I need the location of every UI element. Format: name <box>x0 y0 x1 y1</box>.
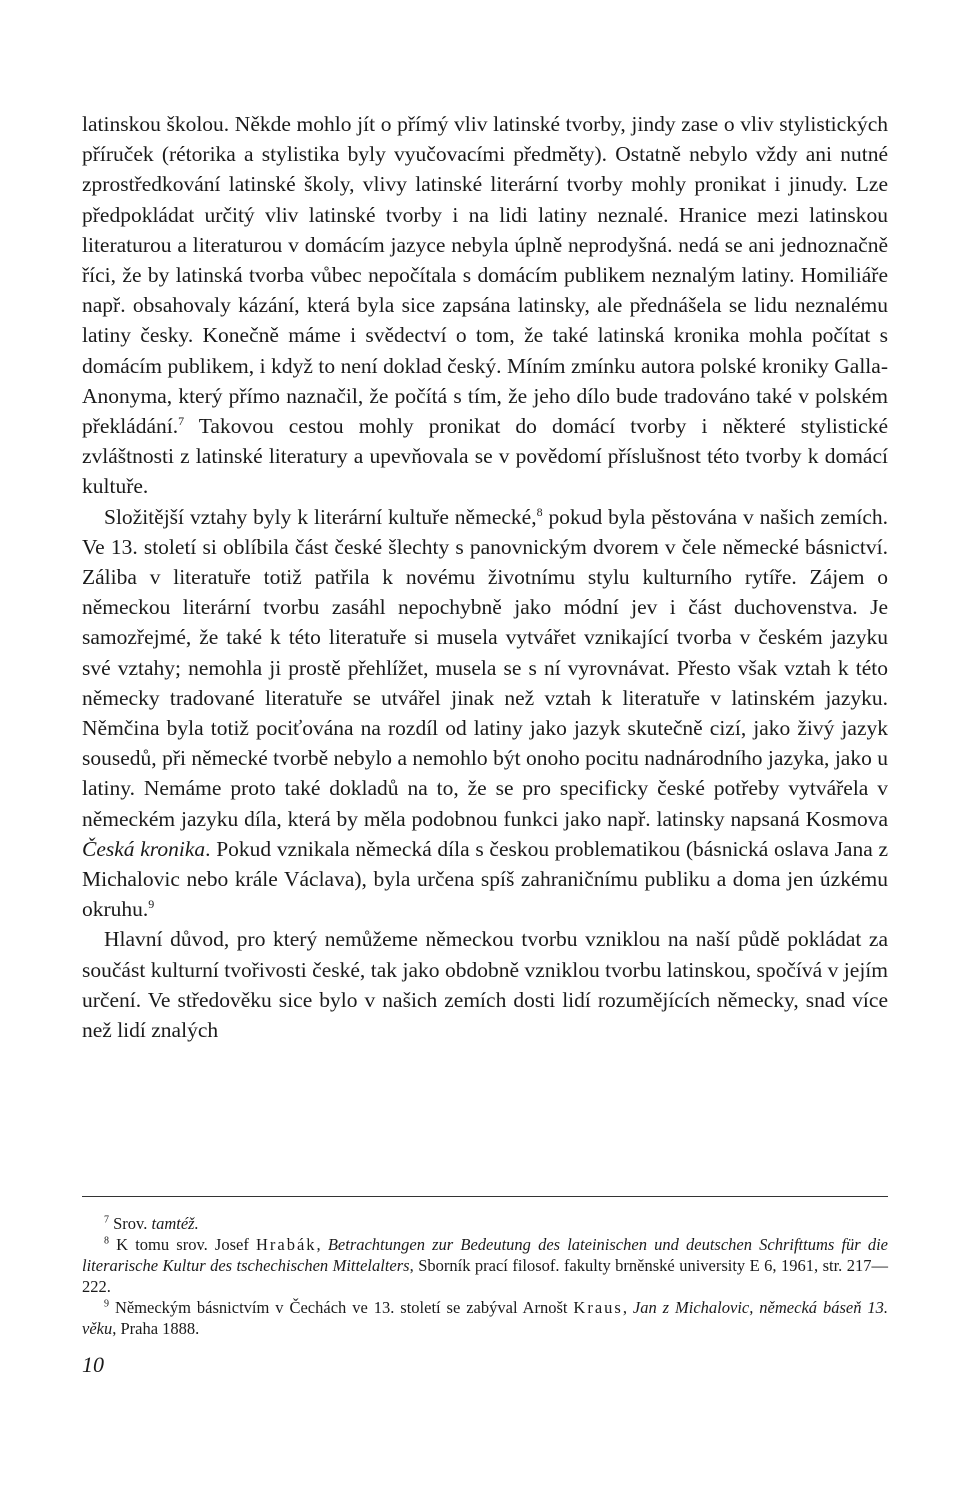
italic-text: Betrachtungen zur Bedeutung des lateinischen und deutschen Schrifttums für die literarische Kultur des tschechischen Mittelalters <box>82 1235 889 1275</box>
text-run: , <box>622 1298 633 1317</box>
author-name: Kraus <box>573 1298 623 1317</box>
italic-text: Česká kronika <box>82 836 206 861</box>
footnote-marker: 8 <box>104 1235 109 1247</box>
body-text <box>82 109 888 1045</box>
footnote-marker: 8 <box>536 504 543 519</box>
text-run: Složitější vztahy byly k literární kultuře německé, <box>104 504 537 529</box>
text-run: , Praha 1888. <box>112 1319 200 1338</box>
text-run: . Pokud vznikala německá díla s českou problematikou (básnická oslava Jana z Michalovic nebo krále Václava), byla určena spíš zahraničnímu publiku a doma jen úzkému okruhu. <box>82 836 888 922</box>
text-run: latinskou školou. Někde mohlo jít o přímý vliv latinské tvorby, jindy zase o vliv stylistických příruček (rétorika a stylistika byly vyučovacími předměty). Ostatně nebylo vždy ani nutné zprostředkování latinské školy, vlivy latinské literární tvorby mohly pronikat i jinudy. Lze předpokládat určitý vliv latinské tvorby i na lidi latiny neznalé. Hranice mezi latinskou literaturou a literaturou v domácím jazyce nebyla úplně neprodyšná. nedá se ani jednoznačně říci, že by latinská tvorba vůbec nepočítala s domácím publikem neznalým latiny. Homiliáře např. obsahovaly kázání, která byla sice zapsána latinsky, ale přednášela se lidu neznalému latiny česky. Konečně máme i svědectví o tom, že také latinská kronika mohla počítat s domácím publikem, i když to není doklad český. Míním zmínku autora polské kroniky Galla-Anonyma, který přímo naznačil, že počítá s tím, že jeho dílo bude tradováno také v polském překládání. <box>82 112 888 439</box>
italic-text: tamtéž. <box>151 1214 199 1233</box>
footnote-divider <box>82 1196 888 1197</box>
footnote-marker: 7 <box>178 413 185 428</box>
paragraph <box>82 109 888 502</box>
italic-text: Jan z Michalovic, německá báseň 13. věku <box>82 1298 889 1338</box>
paragraph <box>82 502 888 925</box>
footnotes <box>82 1213 888 1339</box>
footnote-marker: 7 <box>104 1214 109 1226</box>
text-run: Takovou cestou mohly pronikat do domácí tvorby i některé stylistické zvláštnosti z latinské literatury a upevňovala se v povědomí příslušnost této tvorby k domácí kultuře. <box>82 414 888 499</box>
text-run: , <box>316 1235 328 1254</box>
text-run: , Sborník prací filosof. fakulty brněnské university E 6, 1961, str. 217—222. <box>82 1256 888 1296</box>
footnote <box>82 1297 888 1339</box>
text-run: Srov. <box>109 1214 152 1233</box>
text-run: K tomu srov. Josef <box>109 1235 256 1254</box>
text-run: Německým básnictvím v Čechách ve 13. století se zabýval Arnošt <box>109 1298 574 1317</box>
footnote <box>82 1213 888 1234</box>
text-run: pokud byla pěstována v našich zemích. Ve 13. století si oblíbila část české šlechty s panovnickým dvorem v čele německé básnictví. Záliba v literatuře totiž patřila k novému životnímu stylu kulturního rytíře. Zájem o německou literární tvorbu zasáhl nepochybně jako módní jev i část duchovenstva. Je samozřejmé, že také k této literatuře si musela vytvářet vznikající tvorba v českém jazyku své vztahy; nemohla ji prostě přehlížet, musela se s ní vyrovnávat. Přesto však vztah k této německy tradované literatuře se utvářel jinak než vztah k literatuře v latinském jazyku. Němčina byla totiž pociťována na rozdíl od latiny jako jazyk skutečně cizí, jako živý jazyk sousedů, při německé tvorbě nebylo a nemohlo být onoho pocitu nadnárodního jazyka, jako u latiny. Nemáme proto také dokladů na to, že se pro specificky české potřeby vytvářela v německém jazyku díla, která by měla podobnou funkci jako např. latinsky napsaná Kosmova <box>82 504 888 831</box>
footnote-marker: 9 <box>148 897 155 912</box>
text-run: Hlavní důvod, pro který nemůžeme německou tvorbu vzniklou na naší půdě pokládat za součást kulturní tvořivosti české, tak jako obdobně vzniklou tvorbu latinskou, spočívá v jejím určení. Ve středověku sice bylo v našich zemích dosti lidí rozumějících německy, snad více než lidí znalých <box>82 927 888 1043</box>
footnote-marker: 9 <box>104 1298 109 1310</box>
page-number: 10 <box>82 1352 104 1377</box>
paragraph <box>82 924 888 1045</box>
author-name: Hrabák <box>255 1235 317 1254</box>
footnote <box>82 1234 888 1297</box>
